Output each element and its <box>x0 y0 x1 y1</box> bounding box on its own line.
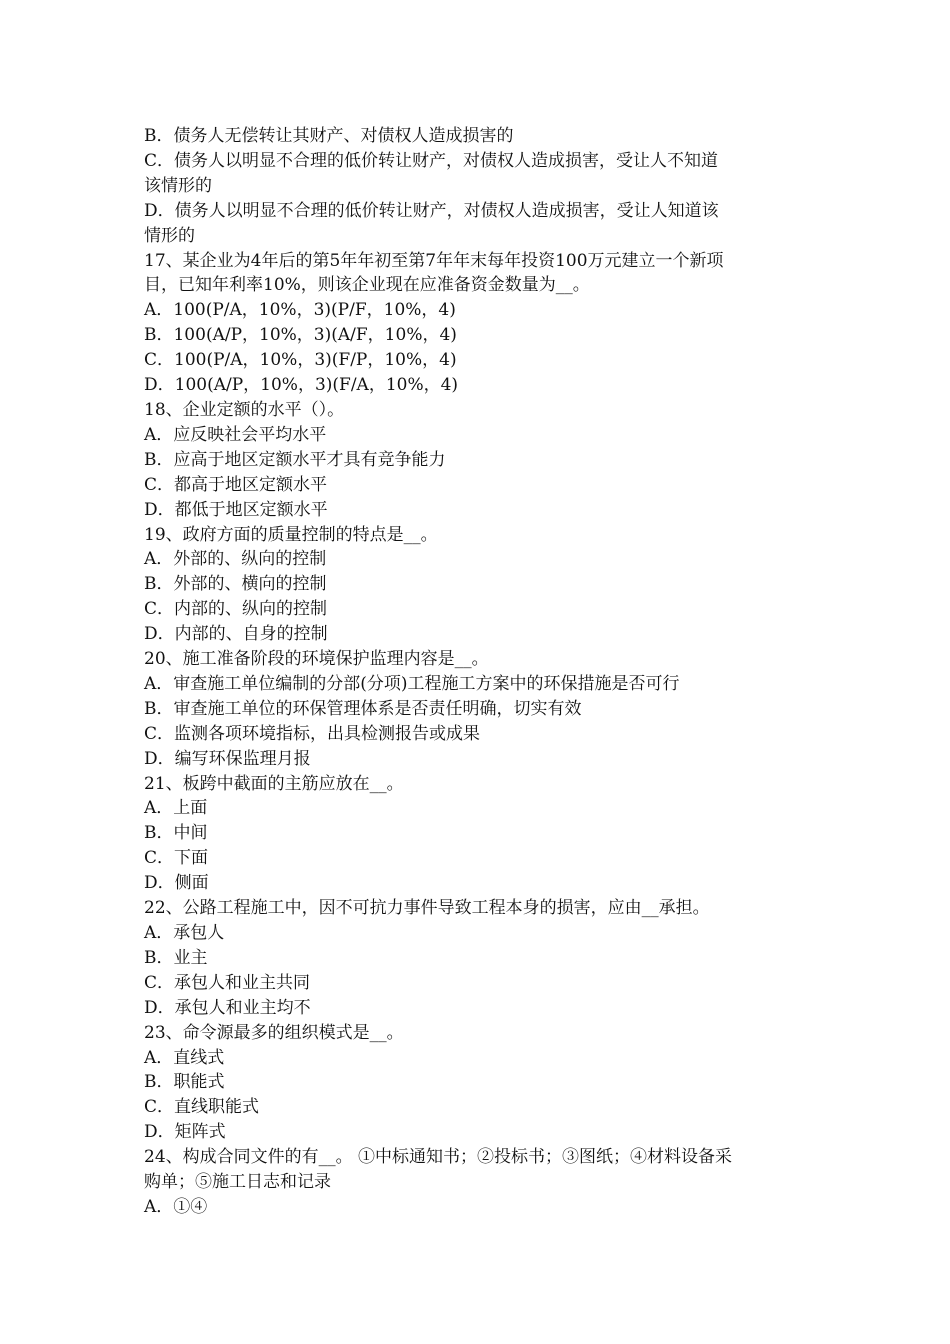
text-line: C．内部的、纵向的控制 <box>144 599 328 620</box>
text-line: B．应高于地区定额水平才具有竞争能力 <box>144 449 446 470</box>
text-line: A．承包人 <box>144 923 225 943</box>
text-line: 购单；⑤施工日志和记录 <box>144 1172 331 1193</box>
text-line: D．100(A/P，10%，3)(F/A，10%，4) <box>144 375 459 396</box>
text-line: B．中间 <box>144 823 208 844</box>
text-line: A．100(P/A，10%，3)(P/F，10%，4) <box>144 300 456 321</box>
text-line: D．矩阵式 <box>144 1122 226 1143</box>
text-line: 24、构成合同文件的有__。 ①中标通知书；②投标书；③图纸；④材料设备采 <box>144 1147 733 1168</box>
text-line: 23、命令源最多的组织模式是__。 <box>144 1022 404 1043</box>
text-line: C．债务人以明显不合理的低价转让财产，对债权人造成损害，受让人不知道 <box>144 150 719 171</box>
text-line: D．都低于地区定额水平 <box>144 499 328 520</box>
text-line: C．直线职能式 <box>144 1097 260 1118</box>
text-line: 目，已知年利率10%，则该企业现在应准备资金数量为__。 <box>144 275 590 296</box>
text-line: D．侧面 <box>144 873 209 894</box>
text-line: B．债务人无偿转让其财产、对债权人造成损害的 <box>144 126 514 146</box>
text-line: 该情形的 <box>144 175 212 196</box>
text-line: D．内部的、自身的控制 <box>144 624 328 645</box>
text-line: B．职能式 <box>144 1072 225 1093</box>
text-line: C．下面 <box>144 848 209 869</box>
text-line: 22、公路工程施工中，因不可抗力事件导致工程本身的损害，应由__承担。 <box>144 898 710 919</box>
text-line: B．审查施工单位的环保管理体系是否责任明确，切实有效 <box>144 698 582 719</box>
text-line: 18、企业定额的水平（）。 <box>144 399 345 420</box>
text-line: 17、某企业为4年后的第5年年初至第7年年末每年投资100万元建立一个新项 <box>144 250 724 271</box>
text-line: A．外部的、纵向的控制 <box>144 549 327 570</box>
text-line: C．监测各项环境指标，出具检测报告或成果 <box>144 723 481 744</box>
text-line: C．都高于地区定额水平 <box>144 474 328 495</box>
text-line: 19、政府方面的质量控制的特点是__。 <box>144 524 438 545</box>
text-line: A．应反映社会平均水平 <box>144 424 327 445</box>
text-line: A．①④ <box>144 1196 208 1217</box>
text-line: D．债务人以明显不合理的低价转让财产，对债权人造成损害，受让人知道该 <box>144 200 719 221</box>
text-line: C．承包人和业主共同 <box>144 972 311 993</box>
text-line: B．100(A/P，10%，3)(A/F，10%，4) <box>144 325 457 346</box>
text-line: A．直线式 <box>144 1047 225 1068</box>
text-line: C．100(P/A，10%，3)(F/P，10%，4) <box>144 350 457 371</box>
text-line: D．承包人和业主均不 <box>144 997 311 1018</box>
text-line: 20、施工准备阶段的环境保护监理内容是__。 <box>144 649 489 670</box>
text-line: A．审查施工单位编制的分部(分项)工程施工方案中的环保措施是否可行 <box>144 673 680 694</box>
text-line: D．编写环保监理月报 <box>144 748 311 769</box>
text-line: B．外部的、横向的控制 <box>144 574 327 595</box>
text-line: A．上面 <box>144 798 208 819</box>
text-line: B．业主 <box>144 947 208 968</box>
text-line: 21、板跨中截面的主筋应放在__。 <box>144 773 404 794</box>
document-page <box>144 124 814 1220</box>
text-line: 情形的 <box>144 225 195 246</box>
